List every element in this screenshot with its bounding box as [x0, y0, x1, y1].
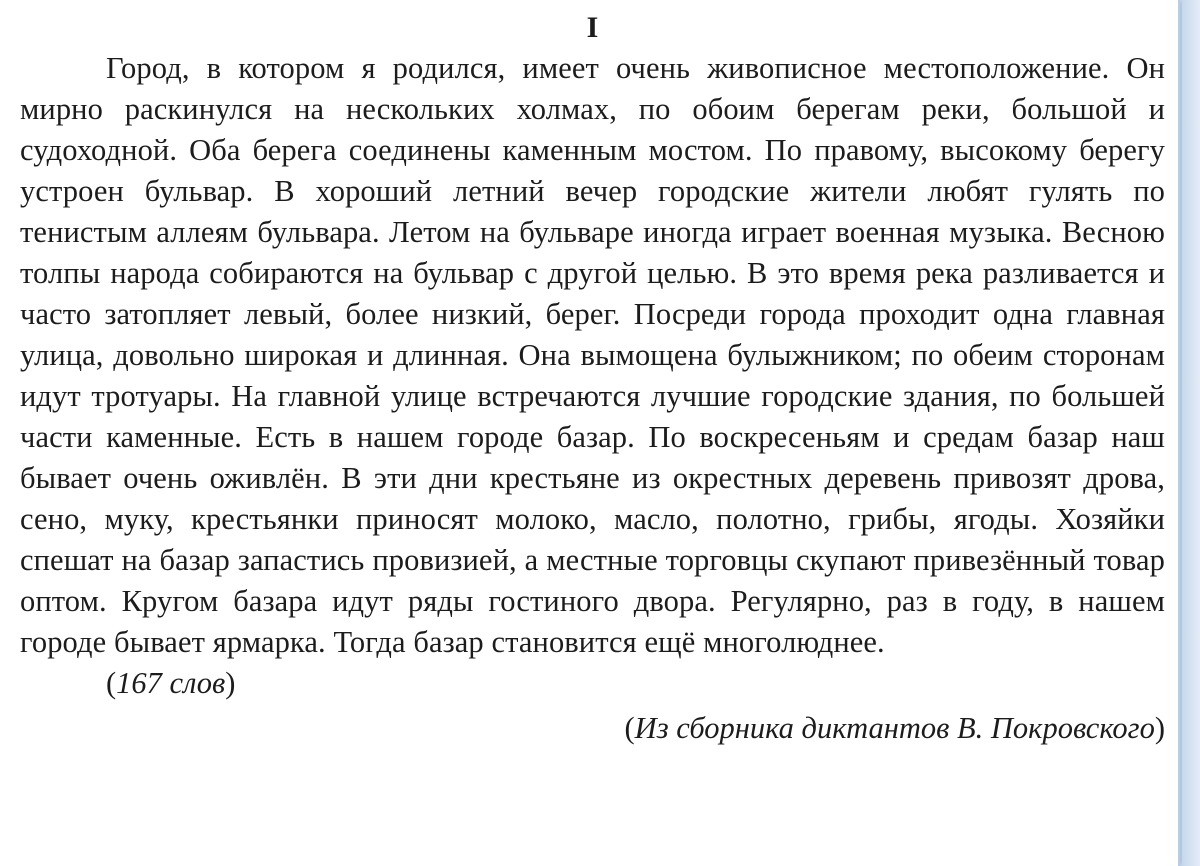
- word-count-open-paren: (: [106, 666, 117, 700]
- page-edge-strip: [1182, 0, 1200, 866]
- source-open-paren: (: [624, 711, 635, 745]
- word-count-close-paren: ): [225, 666, 236, 700]
- word-count: [20, 663, 1165, 704]
- chapter-heading: I: [586, 11, 599, 44]
- body-paragraph: Город, в котором я родился, имеет очень живописное местоположение. Он мирно раскинулся на нескольких холмах, по обоим берегам реки, большой и судоходной. Оба берега соединены каменным мостом. По правому, высокому берегу устроен бульвар. В хороший летний вечер городские жители любят гулять по тенистым аллеям бульвара. Летом на бульваре иногда играет военная музыка. Весною толпы народа собираются на бульвар с другой целью. В это время река разливается и часто затопляет левый, более низкий, берег. Посреди города проходит одна главная улица, довольно широкая и длинная. Она вымощена булыжником; по обеим сторонам идут тротуары. На главной улице встречаются лучшие городские здания, по большей части каменные. Есть в нашем городе базар. По воскресеньям и средам базар наш бывает очень оживлён. В эти дни крестьяне из окрестных деревень привозят дрова, сено, муку, крестьянки приносят молоко, масло, полотно, грибы, ягоды. Хозяйки спешат на базар запастись провизией, а местные торговцы скупают привезённый товар оптом. Кругом базара идут ряды гостиного двора. Регулярно, раз в году, в нашем городе бывает ярмарка. Тогда базар становится ещё многолюднее.: [20, 51, 1165, 659]
- source-close-paren: ): [1154, 711, 1165, 745]
- source-attribution: [20, 708, 1165, 749]
- source-text: Из сборника диктантов В. Покровского: [634, 711, 1155, 745]
- dictation-text: [20, 8, 1165, 749]
- word-count-text: 167 слов: [116, 666, 226, 700]
